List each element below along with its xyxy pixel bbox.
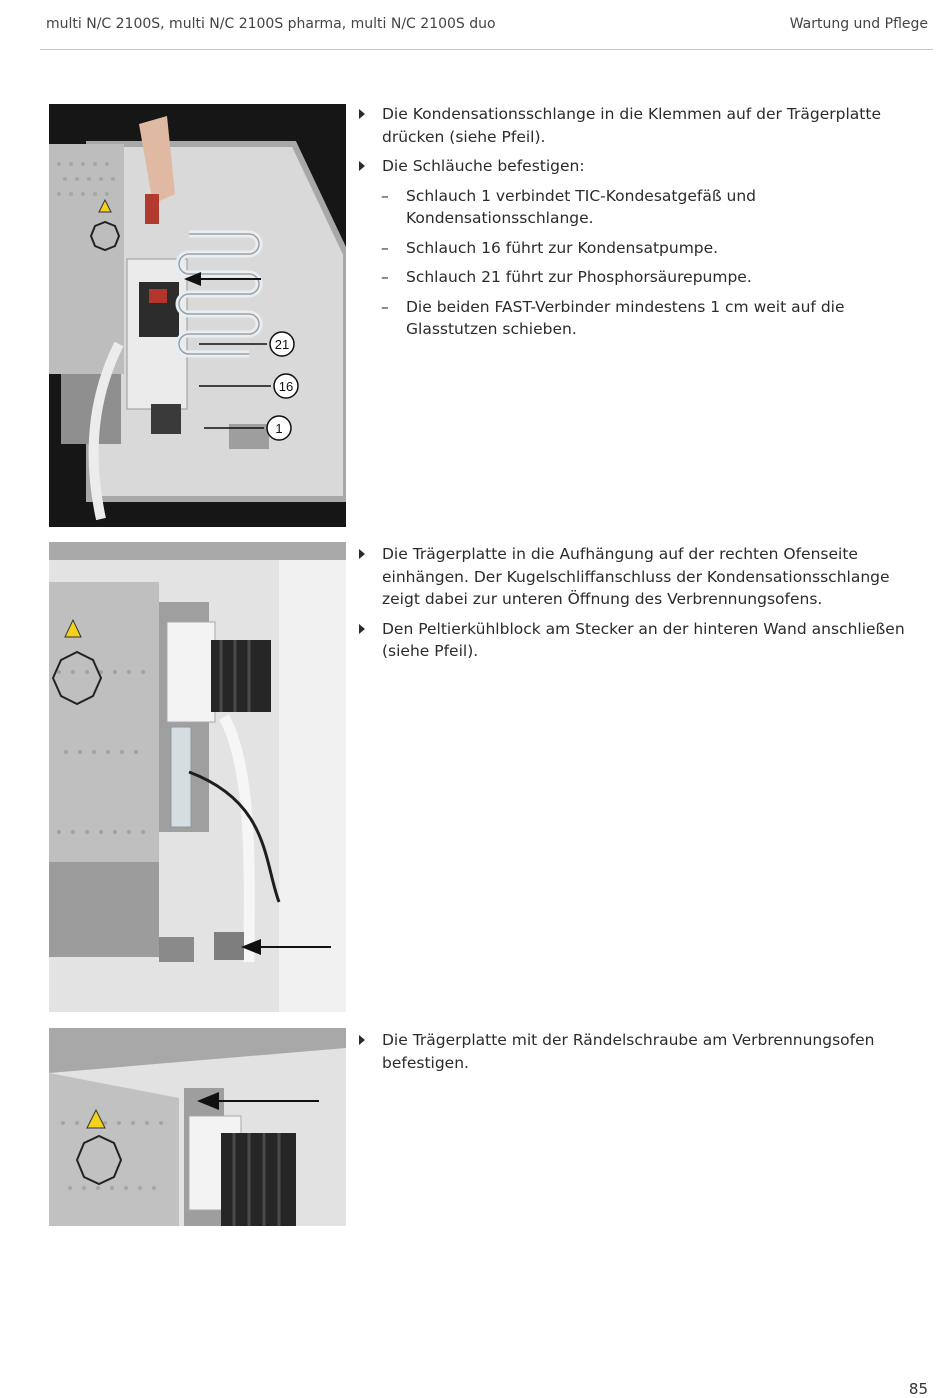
header-divider (40, 49, 933, 50)
dash-marker: – (381, 186, 389, 205)
step (355, 1029, 930, 1074)
substep-text: Schlauch 16 führt zur Kondensatpumpe. (406, 238, 719, 257)
header-title: multi N/C 2100S, multi N/C 2100S pharma, multi N/C 2100S duo (46, 16, 496, 32)
bullet-triangle-icon (359, 161, 365, 171)
step-text: Den Peltierkühlblock am Stecker an der hinteren Wand anschließen (siehe Pfeil). (382, 619, 905, 660)
bullet-triangle-icon (359, 1035, 365, 1045)
bullet-triangle-icon (359, 624, 365, 634)
step (355, 155, 930, 178)
header-section: Wartung und Pflege (789, 16, 928, 32)
substep-text: Die beiden FAST-Verbinder mindestens 1 cm weit auf die Glasstutzen schieben. (406, 297, 845, 338)
photo-condensation-coil (49, 104, 346, 527)
page-number: 85 (908, 1380, 928, 1398)
dash-marker: – (381, 268, 389, 286)
step (355, 618, 930, 663)
step (355, 543, 930, 611)
callout-21: 21 (274, 337, 290, 352)
substep-text: Schlauch 1 verbindet TIC-Kondesatgefäß und Kondensationsschlange. (406, 186, 756, 227)
steps-section-2 (355, 543, 930, 670)
dash-marker: – (381, 297, 389, 316)
step (355, 103, 930, 148)
step-text: Die Trägerplatte in die Aufhängung auf der rechten Ofenseite einhängen. Der Kugelschliffanschluss der Kondensationsschlange zeigt dabei zur unteren Öffnung des Verbrennungsofens. (382, 545, 890, 608)
steps-section-1 (355, 103, 930, 348)
substep (355, 296, 930, 341)
dash-marker: – (381, 238, 389, 257)
steps-section-3 (355, 1029, 930, 1081)
substep-text: Schlauch 21 führt zur Phosphorsäurepumpe. (406, 268, 752, 286)
substep (355, 237, 930, 260)
substep (355, 185, 930, 230)
bullet-triangle-icon (359, 549, 365, 559)
bullet-triangle-icon (359, 109, 365, 119)
callout-16: 16 (278, 379, 294, 394)
step-text: Die Kondensationsschlange in die Klemmen auf der Trägerplatte drücken (siehe Pfeil). (382, 105, 881, 146)
photo-carrier-plate-mounted (49, 542, 346, 1012)
substep (355, 266, 930, 289)
step-text: Die Trägerplatte mit der Rändelschraube am Verbrennungsofen befestigen. (382, 1031, 875, 1072)
photo-knurled-screw (49, 1028, 346, 1226)
callout-1: 1 (275, 421, 283, 436)
step-text: Die Schläuche befestigen: (382, 157, 585, 175)
